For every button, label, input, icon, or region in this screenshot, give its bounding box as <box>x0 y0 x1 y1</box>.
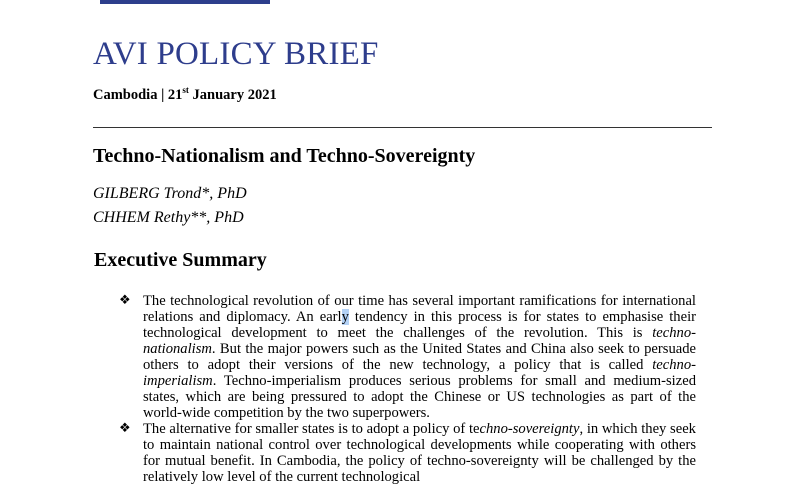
dateline-day: 21 <box>167 86 183 103</box>
summary-bullet-item <box>115 421 696 485</box>
text-run: The technological revolution of our time has several important ramifications for international relations and diplomacy. An earl <box>143 293 696 325</box>
summary-bullet-text <box>143 293 696 421</box>
italic-term: techno-nationalism <box>143 325 696 357</box>
dateline <box>93 85 277 104</box>
summary-bullet-text <box>143 421 696 485</box>
author-line: CHHEM Rethy**, PhD <box>93 209 244 226</box>
italic-term: chno-sovereignty <box>479 421 580 437</box>
text-run: . Techno-imperialism produces serious problems for small and medium-sized states, which are being pressured to adopt the Chinese or US technologies as part of the world-wide competition by the two superpowers. <box>143 373 696 421</box>
diamond-bullet-icon: ❖ <box>119 421 131 436</box>
text-run: tendency in this process is for states to emphasise their technological development to meet the challenges of the revolution. This is <box>143 309 696 341</box>
page-title: AVI POLICY BRIEF <box>93 36 379 72</box>
institute-logo-banner <box>100 0 270 4</box>
text-selection-highlight: y <box>341 309 349 325</box>
text-run: The alternative for smaller states is to adopt a policy of te <box>143 421 480 437</box>
summary-bullet-item <box>115 293 696 421</box>
text-run: , in which they seek to maintain national control over technological developments while cooperating with others for mutual benefit. In Cambodia, the policy of techno-sovereignty will be challenged by the relatively low level of the current technological <box>143 421 696 485</box>
dateline-month-year: January 2021 <box>188 86 277 103</box>
horizontal-divider <box>93 127 712 128</box>
summary-bullet-list <box>115 293 696 485</box>
dateline-separator: | <box>157 86 168 103</box>
dateline-location: Cambodia <box>93 86 158 103</box>
dateline-day-suffix: st <box>182 85 189 95</box>
author-line: GILBERG Trond*, PhD <box>93 185 247 202</box>
italic-term: techno-imperialism <box>143 357 696 389</box>
brief-subtitle: Techno-Nationalism and Techno-Sovereignty <box>93 145 476 167</box>
section-heading: Executive Summary <box>94 249 267 271</box>
text-run: . But the major powers such as the United States and China also seek to persuade others to adopt their versions of the new technology, a policy that is called <box>143 341 696 373</box>
diamond-bullet-icon: ❖ <box>119 293 131 308</box>
